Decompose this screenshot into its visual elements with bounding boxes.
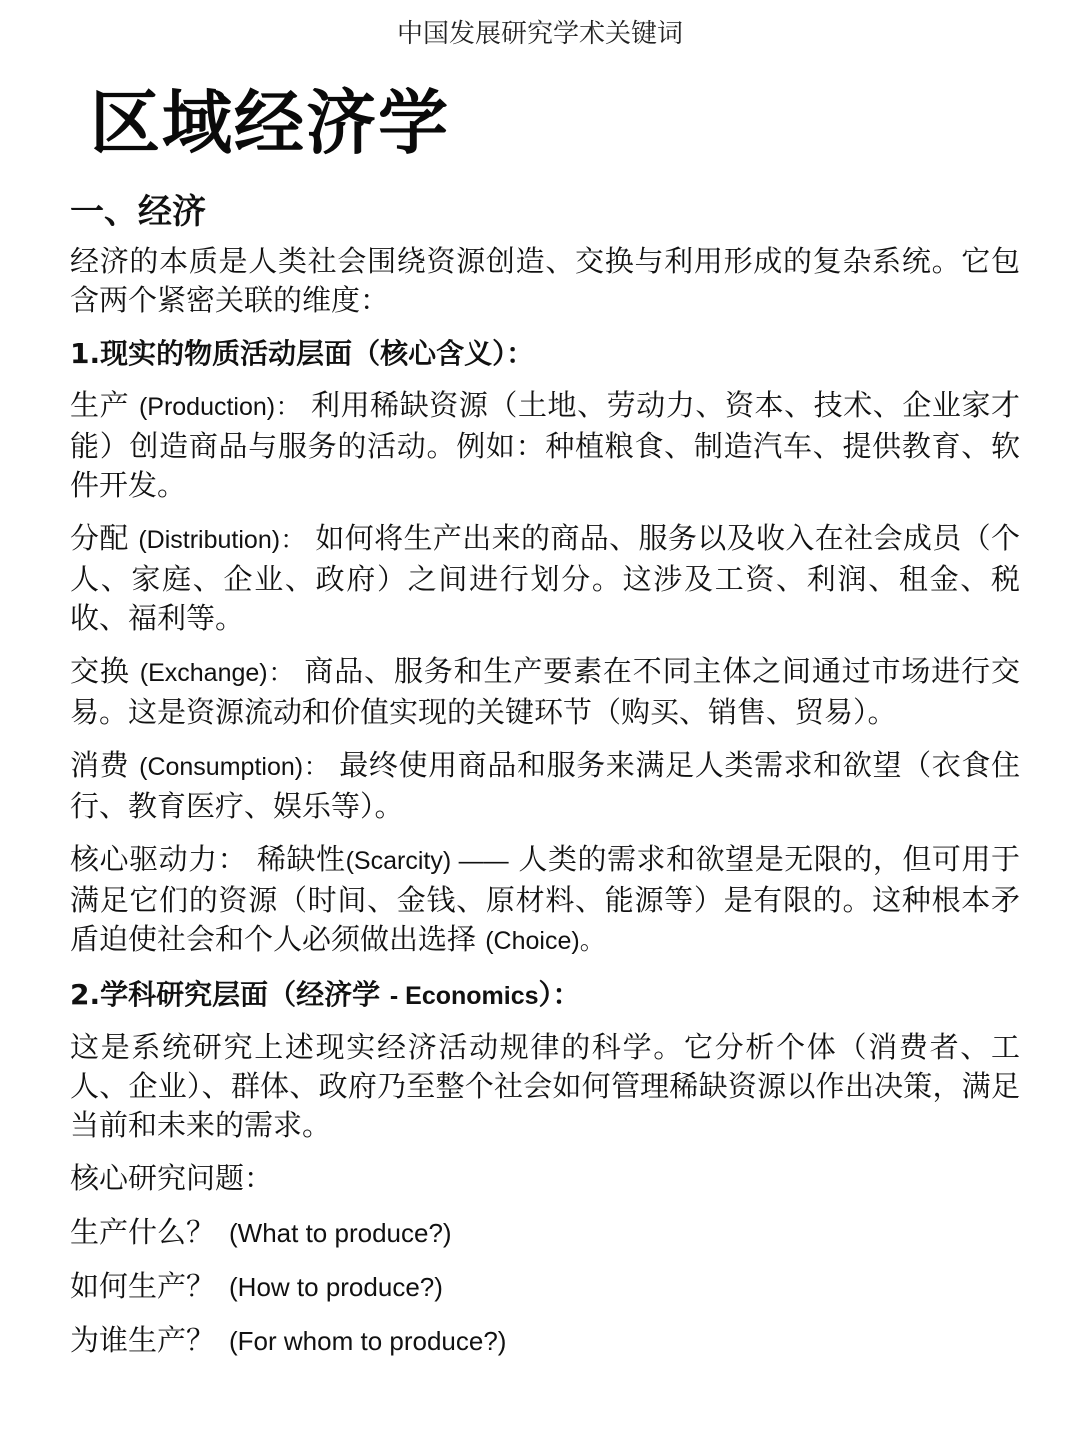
- question-en: (How to produce?): [229, 1272, 443, 1302]
- item-exchange: [70, 652, 1020, 732]
- subheading-discipline-b: ）：: [538, 978, 581, 1011]
- question-whom: [70, 1320, 1020, 1361]
- item-text: 最终使用商品和服务来满足人类需求和欲望（衣食住行、教育医疗、娱乐等）。: [70, 748, 1021, 823]
- item-term: 生产: [70, 388, 130, 422]
- subheading-discipline: [70, 975, 1020, 1016]
- subheading-material-activity: 1.现实的物质活动层面（核心含义）：: [70, 337, 535, 370]
- item-term: 分配: [70, 521, 129, 555]
- page-header: 中国发展研究学术关键词: [396, 19, 683, 49]
- item-term-en: (Consumption)：: [139, 753, 330, 781]
- questions-label: 核心研究问题：: [70, 1161, 274, 1195]
- core-driver-term: 核心驱动力：: [70, 842, 248, 876]
- question-zh: 如何生产？: [70, 1269, 216, 1303]
- subheading-discipline-a: 2.学科研究层面（经济学: [70, 978, 381, 1011]
- core-driver-choice-en: (Choice)。: [485, 927, 605, 955]
- page-title: 区域经济学: [90, 82, 450, 164]
- item-term-en: (Distribution)：: [138, 526, 306, 554]
- item-term: 消费: [70, 748, 130, 782]
- item-production: [70, 386, 1020, 505]
- item-text: 商品、服务和生产要素在不同主体之间通过市场进行交易。这是资源流动和价值实现的关键环节（购买、销售、贸易）。: [70, 654, 1020, 729]
- item-text: 如何将生产出来的商品、服务以及收入在社会成员（个人、家庭、企业、政府）之间进行划分。这涉及工资、利润、租金、税收、福利等。: [70, 521, 1020, 635]
- question-en: (For whom to produce?): [229, 1326, 507, 1356]
- core-driver-text: 人类的需求和欲望是无限的，但可用于满足它们的资源（时间、金钱、原材料、能源等）是有限的。这种根本矛盾迫使社会和个人必须做出选择: [70, 842, 1020, 956]
- core-driver-scarcity-en: (Scarcity) ——: [345, 847, 509, 875]
- question-zh: 生产什么？: [70, 1215, 216, 1249]
- question-how: [70, 1266, 1020, 1307]
- core-driver-scarcity: 稀缺性: [256, 842, 346, 876]
- item-term: 交换: [70, 654, 130, 688]
- subheading-discipline-en: - Economics: [389, 982, 539, 1010]
- main-content: [70, 188, 1020, 1374]
- item-term-en: (Exchange)：: [139, 659, 295, 687]
- question-en: (What to produce?): [229, 1218, 452, 1248]
- question-what: [70, 1212, 1020, 1253]
- item-distribution: [70, 519, 1020, 638]
- item-text: 利用稀缺资源（土地、劳动力、资本、技术、企业家才能）创造商品与服务的活动。例如：种植粮食、制造汽车、提供教育、软件开发。: [70, 388, 1021, 502]
- core-driver-paragraph: [70, 840, 1020, 961]
- question-zh: 为谁生产？: [70, 1323, 216, 1357]
- intro-paragraph: 经济的本质是人类社会围绕资源创造、交换与利用形成的复杂系统。它包含两个紧密关联的维度：: [70, 244, 1020, 317]
- item-term-en: (Production)：: [138, 393, 302, 421]
- section-heading: 一、经济: [70, 192, 206, 232]
- discipline-paragraph: 这是系统研究上述现实经济活动规律的科学。它分析个体（消费者、工人、企业）、群体、政府乃至整个社会如何管理稀缺资源以作出决策，满足当前和未来的需求。: [70, 1030, 1020, 1142]
- item-consumption: [70, 746, 1020, 826]
